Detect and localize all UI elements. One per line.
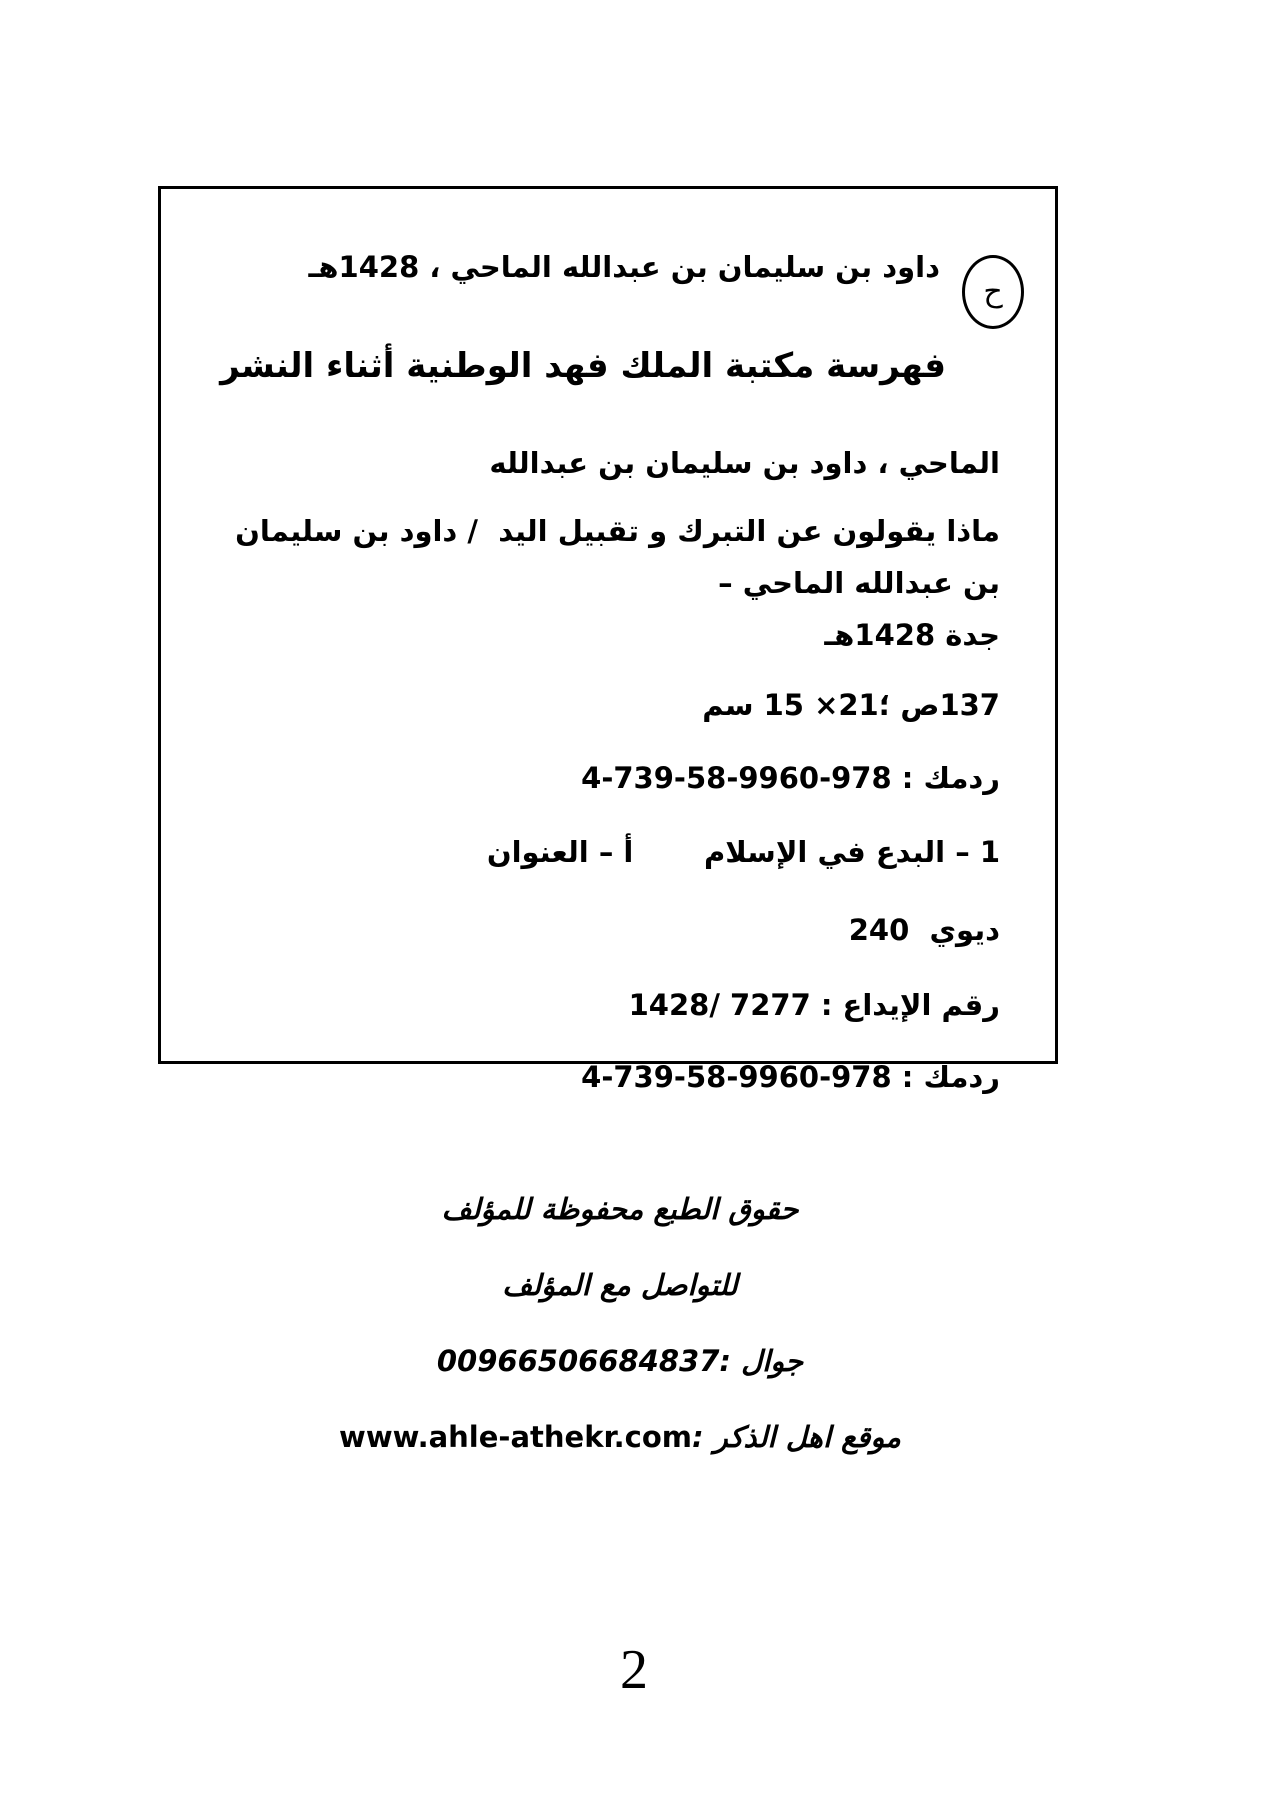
copyright-notice: حقوق الطبع محفوظة للمؤلف	[441, 1192, 799, 1226]
physical-description-line: 137ص ؛21× 15 سم	[702, 688, 1000, 722]
author-entry-line: الماحي ، داود بن سليمان بن عبدالله	[489, 446, 1000, 480]
website-line	[0, 1413, 1240, 1461]
place-year-line: جدة 1428هـ	[824, 618, 1000, 652]
classification-circle	[962, 255, 1024, 329]
page-number: 2	[620, 1639, 648, 1701]
deposit-number-line: رقم الإيداع : 7277 /1428	[628, 988, 1000, 1022]
website-label: موقع اهل الذكر :	[692, 1420, 901, 1454]
title-statement-line: ماذا يقولون عن التبرك و تقبيل اليد / داود بن سليمان بن عبدالله الماحي –	[235, 514, 1000, 600]
subject-entry-line: 1 – البدع في الإسلام أ – العنوان	[486, 835, 1000, 869]
cip-heading: فهرسة مكتبة الملك فهد الوطنية أثناء النشر	[220, 346, 946, 386]
contact-heading: للتواصل مع المؤلف	[502, 1268, 738, 1302]
dewey-line: ديوي 240	[848, 913, 1000, 947]
isbn-line-2: ردمك : 978-9960-58-739-4	[581, 1060, 1000, 1094]
cataloging-box	[158, 186, 1058, 1094]
isbn-line-1: ردمك : 978-9960-58-739-4	[581, 761, 1000, 795]
website-url: www.ahle-athekr.com	[339, 1420, 692, 1454]
author-year-line: داود بن سليمان بن عبدالله الماحي ، 1428هـ	[308, 250, 940, 284]
author-contact-block	[0, 1185, 1240, 1489]
classification-letter: ح	[983, 274, 1003, 309]
mobile-number-line: جوال :00966506684837	[436, 1344, 804, 1378]
